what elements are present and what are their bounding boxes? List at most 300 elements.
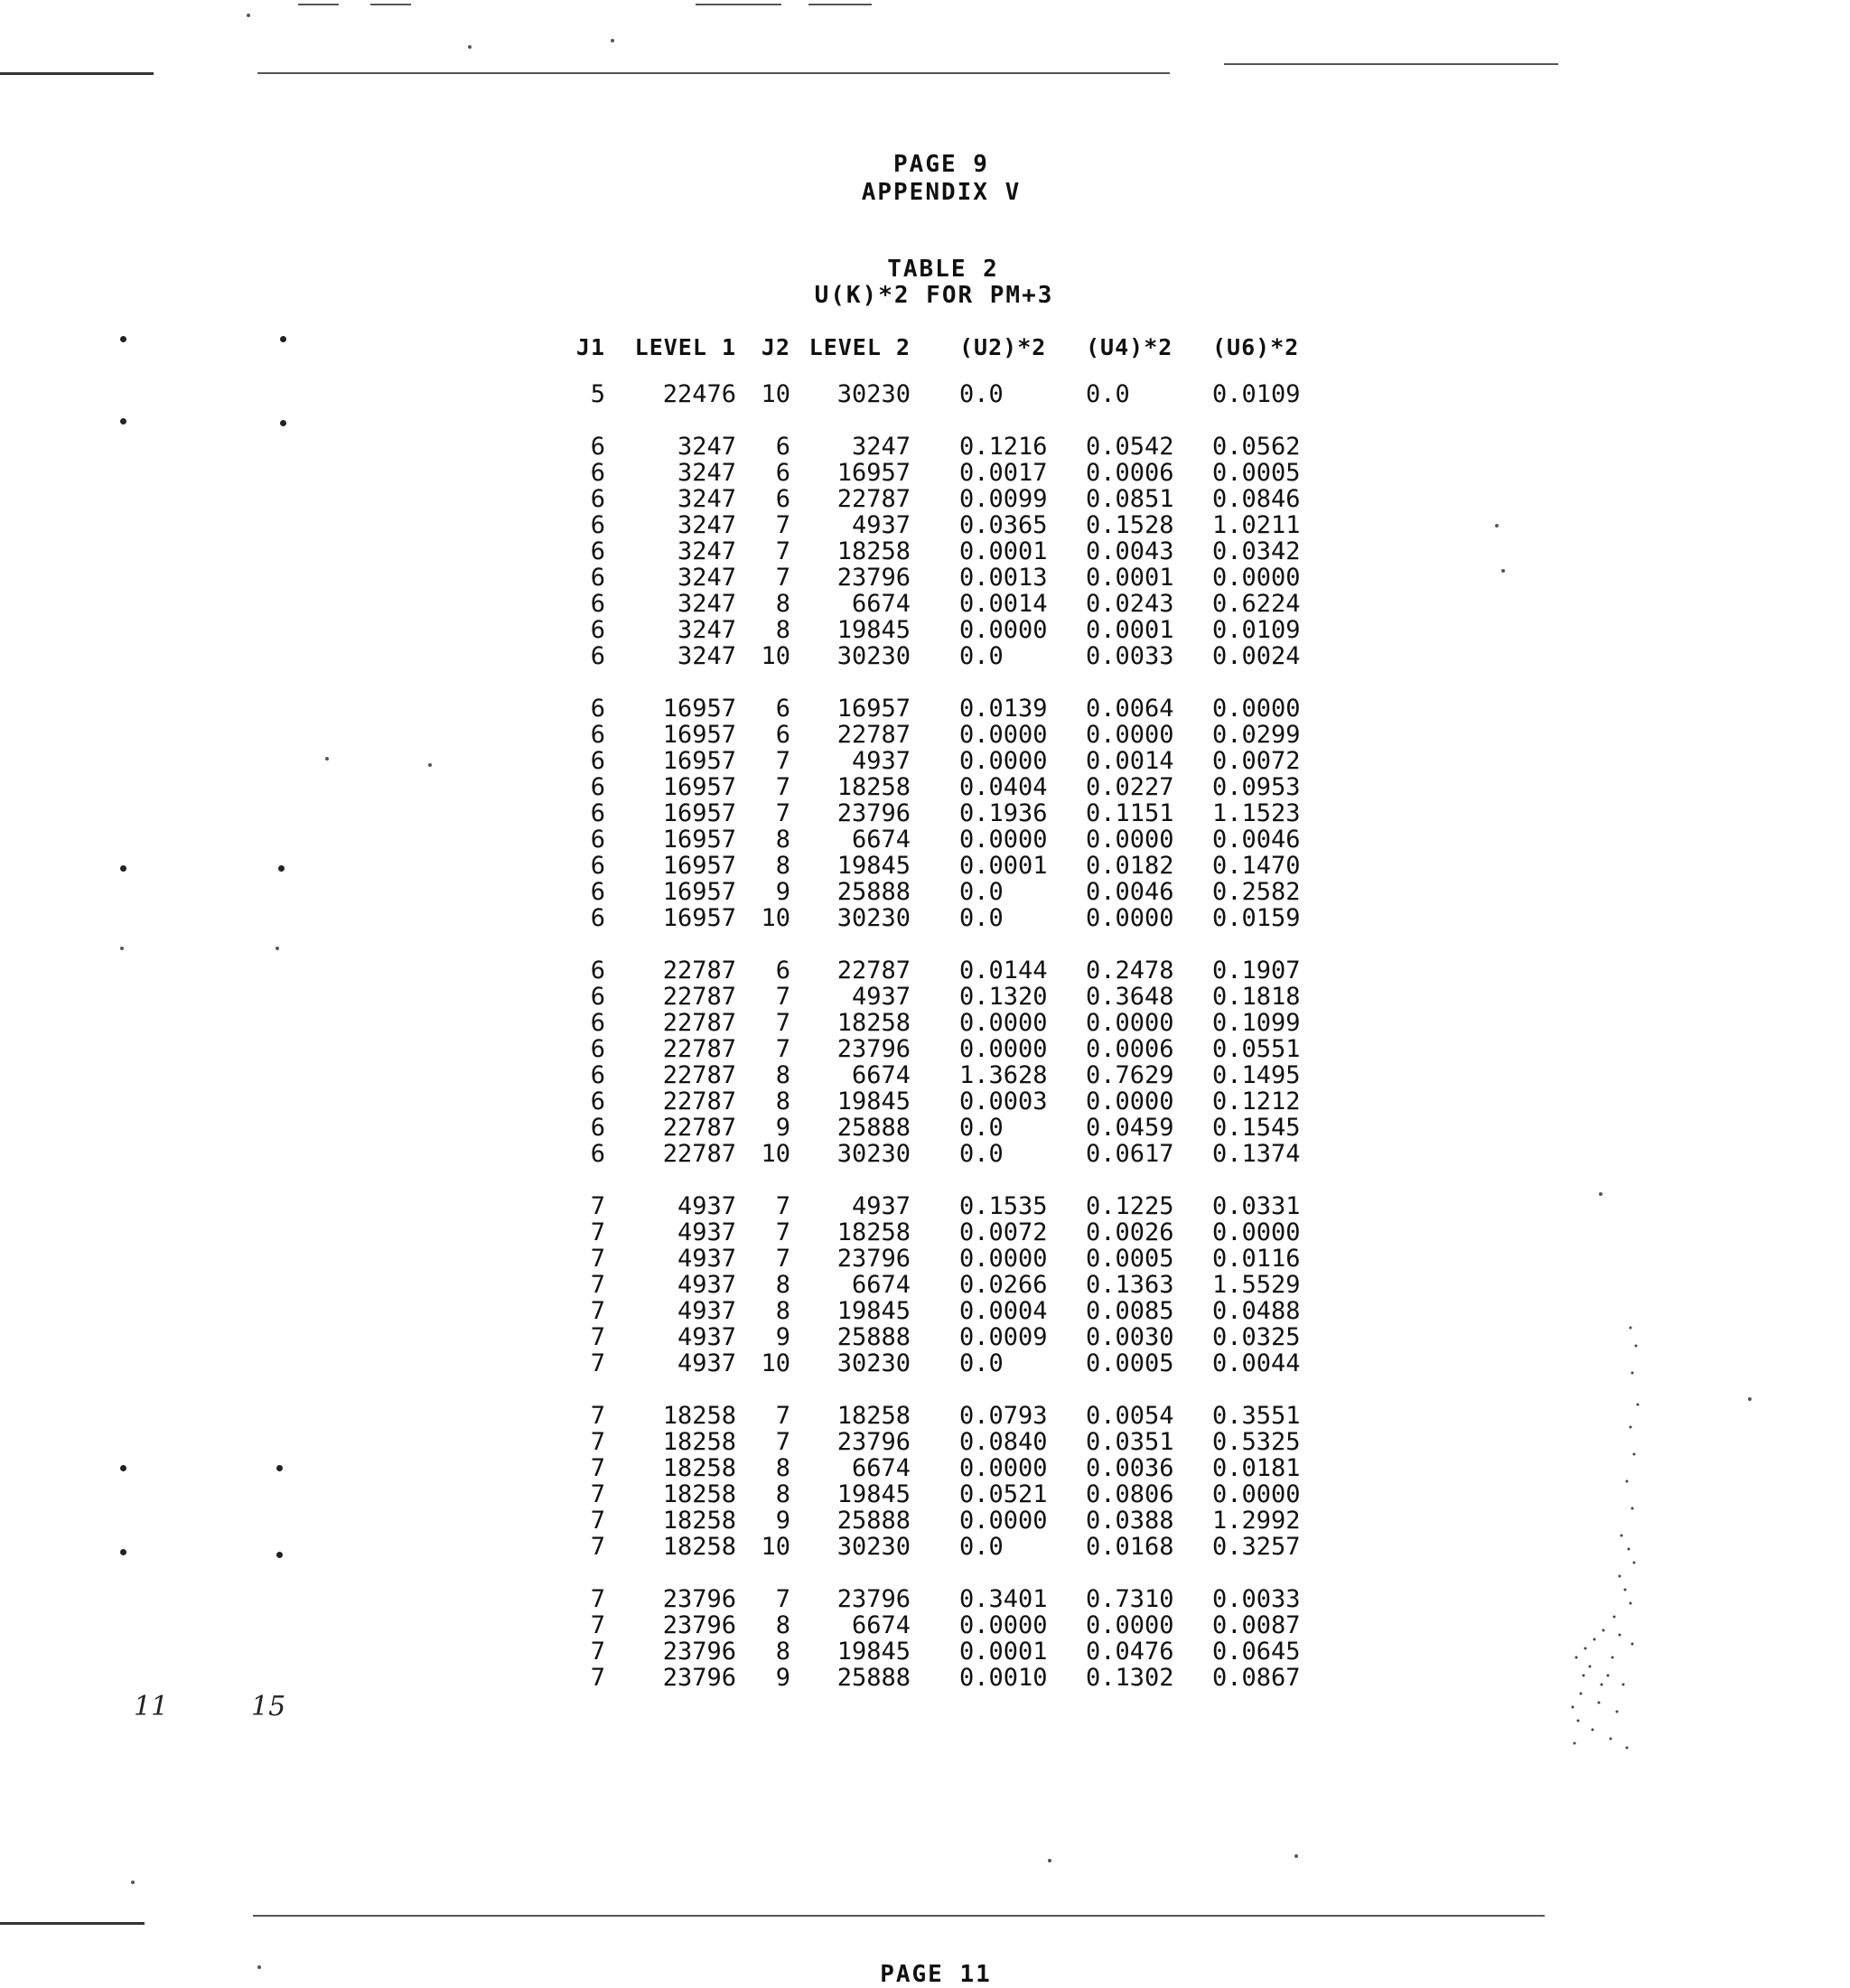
- cell-j2: 6: [775, 721, 790, 749]
- group-spacer-cell: [562, 1377, 1321, 1403]
- cell-j2: 7: [775, 1192, 790, 1220]
- cell-u6: 0.0562: [1212, 433, 1301, 461]
- cell-level-1: 16957: [662, 799, 736, 827]
- top-scan-tick-3: [696, 4, 781, 5]
- cell-u6: 0.1470: [1212, 852, 1301, 880]
- cell-level-2: 19845: [836, 1087, 911, 1115]
- cell-u2: 0.0404: [959, 773, 1048, 801]
- punch-hole-mark: [120, 336, 126, 342]
- cell-u6: 0.0299: [1212, 721, 1301, 749]
- punch-hole-mark: [276, 1552, 283, 1558]
- cell-level-1: 22787: [662, 1061, 736, 1089]
- cell-j2: 6: [775, 957, 790, 985]
- cell-j2: 9: [775, 1507, 790, 1535]
- cell-level-1: 22787: [662, 957, 736, 985]
- page-number: PAGE 9: [893, 151, 989, 178]
- cell-u2: 0.1535: [959, 1192, 1048, 1220]
- cell-level-1: 18258: [662, 1507, 736, 1535]
- cell-level-2: 4937: [851, 983, 911, 1011]
- column-header-level-1: LEVEL 1: [634, 334, 736, 360]
- cell-u2: 0.0014: [959, 590, 1048, 618]
- cell-u6: 0.0846: [1212, 485, 1301, 513]
- cell-j1: 6: [590, 721, 605, 749]
- cell-level-1: 16957: [662, 747, 736, 775]
- margin-handwritten-mark: 11: [134, 1691, 169, 1722]
- cell-u2: 1.3628: [959, 1061, 1048, 1089]
- cell-j2: 7: [775, 983, 790, 1011]
- cell-u2: 0.0001: [959, 852, 1048, 880]
- cell-level-2: 18258: [836, 1402, 911, 1430]
- cell-j1: 7: [590, 1533, 605, 1561]
- cell-level-1: 16957: [662, 904, 736, 932]
- cell-j2: 9: [775, 1114, 790, 1142]
- cell-u4: 0.0000: [1086, 826, 1174, 854]
- column-header-u2: (U2)*2: [959, 334, 1047, 360]
- cell-j1: 6: [590, 826, 605, 854]
- cell-j2: 7: [775, 564, 790, 592]
- cell-u2: 0.0840: [959, 1428, 1048, 1456]
- data-table: [562, 330, 1321, 1691]
- cell-level-2: 6674: [851, 826, 911, 854]
- cell-u6: 1.0211: [1212, 511, 1301, 539]
- cell-u2: 0.0000: [959, 1454, 1048, 1482]
- cell-u2: 0.0139: [959, 695, 1048, 723]
- cell-j2: 7: [775, 1218, 790, 1246]
- table-row: [562, 1612, 1321, 1638]
- cell-u6: 0.0000: [1212, 1218, 1301, 1246]
- cell-u2: 0.0010: [959, 1664, 1048, 1692]
- cell-u6: 0.0488: [1212, 1297, 1301, 1325]
- cell-j2: 8: [775, 1297, 790, 1325]
- cell-u4: 0.0000: [1086, 904, 1174, 932]
- cell-u2: 0.0000: [959, 1611, 1048, 1639]
- cell-level-2: 30230: [836, 380, 911, 408]
- cell-u2: 0.0: [959, 904, 1004, 932]
- scan-speck: [120, 947, 124, 950]
- cell-u6: 0.3257: [1212, 1533, 1301, 1561]
- bottom-scan-rule: [253, 1915, 1545, 1917]
- group-spacer: [562, 931, 1321, 957]
- cell-level-2: 4937: [851, 1192, 911, 1220]
- cell-level-1: 4937: [677, 1271, 736, 1299]
- cell-j1: 7: [590, 1245, 605, 1273]
- cell-u6: 0.5325: [1212, 1428, 1301, 1456]
- cell-j2: 7: [775, 1402, 790, 1430]
- cell-j1: 7: [590, 1454, 605, 1482]
- scan-speck: [247, 14, 250, 17]
- cell-level-1: 22787: [662, 1140, 736, 1168]
- cell-level-1: 3247: [677, 564, 736, 592]
- top-scan-tick-2: [370, 4, 411, 5]
- cell-u4: 0.0000: [1086, 1087, 1174, 1115]
- cell-level-2: 18258: [836, 773, 911, 801]
- scan-speck: [1748, 1397, 1752, 1401]
- cell-j1: 6: [590, 773, 605, 801]
- cell-u2: 0.1936: [959, 799, 1048, 827]
- margin-handwritten-mark: 15: [251, 1691, 286, 1722]
- scan-speck: [428, 763, 432, 767]
- cell-level-2: 19845: [836, 852, 911, 880]
- cell-level-1: 3247: [677, 511, 736, 539]
- cell-level-1: 18258: [662, 1428, 736, 1456]
- cell-u2: 0.3401: [959, 1585, 1048, 1613]
- cell-u4: 0.0085: [1086, 1297, 1174, 1325]
- cell-level-2: 30230: [836, 904, 911, 932]
- table-row: [562, 1507, 1321, 1534]
- cell-level-1: 4937: [677, 1297, 736, 1325]
- cell-u6: 0.0005: [1212, 459, 1301, 487]
- cell-u6: 0.0000: [1212, 564, 1301, 592]
- cell-level-2: 19845: [836, 1480, 911, 1508]
- table-row: [562, 1246, 1321, 1272]
- cell-u2: 0.1320: [959, 983, 1048, 1011]
- cell-level-1: 4937: [677, 1323, 736, 1351]
- table-row: [562, 957, 1321, 984]
- punch-hole-mark: [280, 336, 286, 342]
- cell-u4: 0.0000: [1086, 1009, 1174, 1037]
- cell-j1: 6: [590, 1114, 605, 1142]
- cell-level-2: 23796: [836, 1035, 911, 1063]
- cell-u6: 0.0033: [1212, 1585, 1301, 1613]
- cell-u2: 0.0001: [959, 1638, 1048, 1666]
- cell-u2: 0.0365: [959, 511, 1048, 539]
- cell-level-1: 23796: [662, 1638, 736, 1666]
- group-spacer-cell: [562, 669, 1321, 695]
- cell-level-1: 18258: [662, 1402, 736, 1430]
- cell-level-1: 3247: [677, 590, 736, 618]
- cell-level-1: 3247: [677, 616, 736, 644]
- table-row: [562, 434, 1321, 460]
- cell-j2: 7: [775, 1035, 790, 1063]
- table-row: [562, 565, 1321, 591]
- cell-j1: 7: [590, 1428, 605, 1456]
- table-body: [562, 381, 1321, 1691]
- cell-level-2: 25888: [836, 1507, 911, 1535]
- cell-u4: 0.0026: [1086, 1218, 1174, 1246]
- cell-u2: 0.0013: [959, 564, 1048, 592]
- cell-u2: 0.0004: [959, 1297, 1048, 1325]
- table-row: [562, 905, 1321, 931]
- cell-level-1: 16957: [662, 826, 736, 854]
- cell-j2: 10: [761, 1349, 790, 1377]
- cell-u4: 0.0030: [1086, 1323, 1174, 1351]
- cell-u6: 0.1545: [1212, 1114, 1301, 1142]
- cell-j2: 8: [775, 1271, 790, 1299]
- cell-u2: 0.0: [959, 1140, 1004, 1168]
- cell-level-2: 23796: [836, 1245, 911, 1273]
- cell-level-2: 23796: [836, 1428, 911, 1456]
- cell-j1: 7: [590, 1192, 605, 1220]
- cell-u6: 0.0000: [1212, 695, 1301, 723]
- cell-j2: 7: [775, 1245, 790, 1273]
- cell-u6: 0.1374: [1212, 1140, 1301, 1168]
- cell-u6: 0.1495: [1212, 1061, 1301, 1089]
- cell-u4: 0.0001: [1086, 616, 1174, 644]
- cell-u4: 0.3648: [1086, 983, 1174, 1011]
- cell-u4: 0.0014: [1086, 747, 1174, 775]
- group-spacer-cell: [562, 931, 1321, 957]
- cell-j1: 6: [590, 537, 605, 565]
- group-spacer-cell: [562, 1560, 1321, 1586]
- cell-j1: 6: [590, 747, 605, 775]
- cell-j1: 6: [590, 957, 605, 985]
- cell-u4: 0.7629: [1086, 1061, 1174, 1089]
- table-row: [562, 1534, 1321, 1560]
- cell-u6: 0.0181: [1212, 1454, 1301, 1482]
- cell-u4: 0.0005: [1086, 1245, 1174, 1273]
- cell-level-2: 25888: [836, 878, 911, 906]
- scan-speck: [131, 1881, 135, 1884]
- cell-u6: 0.2582: [1212, 878, 1301, 906]
- cell-j2: 8: [775, 1454, 790, 1482]
- cell-level-2: 23796: [836, 564, 911, 592]
- cell-u4: 0.0046: [1086, 878, 1174, 906]
- group-spacer-cell: [562, 1167, 1321, 1193]
- table-row: [562, 826, 1321, 853]
- top-scan-rule-right: [1224, 63, 1558, 65]
- cell-u4: 0.0227: [1086, 773, 1174, 801]
- cell-u2: 0.0: [959, 642, 1004, 670]
- cell-j1: 6: [590, 433, 605, 461]
- cell-level-2: 30230: [836, 1140, 911, 1168]
- punch-hole-mark: [280, 420, 286, 426]
- cell-level-1: 3247: [677, 459, 736, 487]
- cell-level-1: 4937: [677, 1349, 736, 1377]
- table-row: [562, 853, 1321, 879]
- cell-level-2: 30230: [836, 1533, 911, 1561]
- cell-u4: 0.1363: [1086, 1271, 1174, 1299]
- table-row: [562, 1010, 1321, 1036]
- cell-u6: 0.1212: [1212, 1087, 1301, 1115]
- cell-level-1: 16957: [662, 721, 736, 749]
- cell-level-1: 18258: [662, 1480, 736, 1508]
- table-row: [562, 1062, 1321, 1088]
- cell-j1: 6: [590, 878, 605, 906]
- cell-u6: 0.0551: [1212, 1035, 1301, 1063]
- cell-j2: 9: [775, 878, 790, 906]
- cell-j1: 6: [590, 852, 605, 880]
- cell-j2: 7: [775, 1585, 790, 1613]
- table-row: [562, 1088, 1321, 1115]
- scan-speck: [325, 757, 329, 761]
- cell-u6: 0.6224: [1212, 590, 1301, 618]
- table-row: [562, 1115, 1321, 1141]
- group-spacer: [562, 1377, 1321, 1403]
- cell-j2: 8: [775, 1087, 790, 1115]
- cell-u4: 0.0617: [1086, 1140, 1174, 1168]
- cell-level-2: 22787: [836, 721, 911, 749]
- cell-u4: 0.0036: [1086, 1454, 1174, 1482]
- group-spacer: [562, 407, 1321, 434]
- cell-level-2: 4937: [851, 747, 911, 775]
- cell-u6: 0.0159: [1212, 904, 1301, 932]
- cell-u2: 0.0001: [959, 537, 1048, 565]
- cell-j2: 10: [761, 1140, 790, 1168]
- cell-u2: 0.0099: [959, 485, 1048, 513]
- cell-u6: 0.1099: [1212, 1009, 1301, 1037]
- table-header-row: [562, 330, 1321, 381]
- cell-u6: 0.3551: [1212, 1402, 1301, 1430]
- cell-j1: 7: [590, 1349, 605, 1377]
- cell-level-1: 18258: [662, 1533, 736, 1561]
- table-row: [562, 381, 1321, 407]
- column-header-u4: (U4)*2: [1086, 334, 1173, 360]
- cell-u6: 1.1523: [1212, 799, 1301, 827]
- cell-level-1: 4937: [677, 1218, 736, 1246]
- table-row: [562, 1141, 1321, 1167]
- column-header-j1: J1: [575, 334, 605, 360]
- cell-level-2: 6674: [851, 1271, 911, 1299]
- cell-level-2: 4937: [851, 511, 911, 539]
- cell-u4: 0.1225: [1086, 1192, 1174, 1220]
- cell-j1: 6: [590, 511, 605, 539]
- cell-j2: 7: [775, 773, 790, 801]
- cell-j1: 6: [590, 590, 605, 618]
- column-header-u6: (U6)*2: [1212, 334, 1300, 360]
- table-title: TABLE 2: [887, 256, 999, 283]
- cell-u4: 0.0542: [1086, 433, 1174, 461]
- cell-level-2: 19845: [836, 616, 911, 644]
- cell-u4: 0.0351: [1086, 1428, 1174, 1456]
- cell-u2: 0.0144: [959, 957, 1048, 985]
- cell-u2: 0.0793: [959, 1402, 1048, 1430]
- cell-j2: 7: [775, 511, 790, 539]
- cell-u4: 0.0005: [1086, 1349, 1174, 1377]
- cell-u2: 0.0: [959, 380, 1004, 408]
- cell-level-2: 19845: [836, 1297, 911, 1325]
- cell-level-1: 23796: [662, 1611, 736, 1639]
- table-row: [562, 1429, 1321, 1455]
- cell-j2: 7: [775, 1428, 790, 1456]
- cell-j1: 7: [590, 1297, 605, 1325]
- cell-u6: 0.0044: [1212, 1349, 1301, 1377]
- cell-j1: 7: [590, 1402, 605, 1430]
- cell-j1: 7: [590, 1323, 605, 1351]
- cell-u4: 0.0000: [1086, 721, 1174, 749]
- top-scan-rule: [257, 72, 1170, 74]
- cell-u4: 0.7310: [1086, 1585, 1174, 1613]
- table-row: [562, 538, 1321, 565]
- group-spacer: [562, 1167, 1321, 1193]
- cell-u2: 0.0: [959, 1533, 1004, 1561]
- cell-j2: 10: [761, 642, 790, 670]
- top-scan-tick-1: [298, 4, 339, 5]
- cell-u4: 0.1528: [1086, 511, 1174, 539]
- column-header-level-2: LEVEL 2: [808, 334, 911, 360]
- punch-hole-mark: [120, 418, 126, 425]
- cell-u2: 0.0009: [959, 1323, 1048, 1351]
- scan-speck: [1495, 524, 1499, 527]
- cell-u4: 0.0243: [1086, 590, 1174, 618]
- cell-j2: 8: [775, 590, 790, 618]
- table-row: [562, 591, 1321, 617]
- cell-j2: 6: [775, 433, 790, 461]
- table-row: [562, 643, 1321, 669]
- cell-level-2: 6674: [851, 590, 911, 618]
- group-spacer-cell: [562, 407, 1321, 434]
- cell-level-2: 22787: [836, 957, 911, 985]
- cell-u6: 0.0109: [1212, 380, 1301, 408]
- punch-hole-mark: [276, 1465, 283, 1471]
- cell-u4: 0.0388: [1086, 1507, 1174, 1535]
- cell-level-1: 16957: [662, 878, 736, 906]
- cell-level-1: 16957: [662, 695, 736, 723]
- cell-level-2: 18258: [836, 1218, 911, 1246]
- cell-level-1: 4937: [677, 1192, 736, 1220]
- group-spacer: [562, 1560, 1321, 1586]
- cell-u2: 0.0000: [959, 1245, 1048, 1273]
- cell-u2: 0.0266: [959, 1271, 1048, 1299]
- scan-speck: [276, 947, 279, 950]
- cell-u6: 0.1818: [1212, 983, 1301, 1011]
- cell-j1: 7: [590, 1507, 605, 1535]
- cell-j2: 7: [775, 1009, 790, 1037]
- cell-level-2: 25888: [836, 1664, 911, 1692]
- cell-u4: 0.0806: [1086, 1480, 1174, 1508]
- scan-speck: [611, 39, 614, 42]
- cell-j1: 6: [590, 1061, 605, 1089]
- cell-j1: 7: [590, 1218, 605, 1246]
- column-header-j2: J2: [761, 334, 790, 360]
- cell-level-2: 6674: [851, 1061, 911, 1089]
- table-row: [562, 1298, 1321, 1324]
- cell-level-2: 25888: [836, 1323, 911, 1351]
- scan-speck: [1599, 1192, 1602, 1196]
- cell-j1: 6: [590, 1009, 605, 1037]
- table-row: [562, 984, 1321, 1010]
- top-scan-tick-4: [808, 4, 872, 5]
- punch-hole-mark: [120, 1549, 126, 1555]
- cell-j1: 6: [590, 485, 605, 513]
- cell-u6: 0.0342: [1212, 537, 1301, 565]
- cell-u6: 0.0087: [1212, 1611, 1301, 1639]
- cell-j1: 5: [590, 380, 605, 408]
- cell-j1: 7: [590, 1611, 605, 1639]
- scan-speck: [1294, 1854, 1298, 1858]
- table-row: [562, 722, 1321, 748]
- scan-speck: [468, 45, 472, 49]
- cell-j2: 8: [775, 1611, 790, 1639]
- cell-j1: 6: [590, 904, 605, 932]
- cell-u6: 0.0116: [1212, 1245, 1301, 1273]
- cell-j1: 6: [590, 642, 605, 670]
- cell-j2: 8: [775, 1480, 790, 1508]
- cell-level-1: 4937: [677, 1245, 736, 1273]
- cell-u2: 0.0000: [959, 1507, 1048, 1535]
- cell-u2: 0.0: [959, 1114, 1004, 1142]
- cell-u2: 0.0521: [959, 1480, 1048, 1508]
- cell-j2: 9: [775, 1664, 790, 1692]
- cell-u4: 0.0006: [1086, 459, 1174, 487]
- table-row: [562, 1638, 1321, 1665]
- cell-j2: 10: [761, 904, 790, 932]
- scan-speck: [1501, 569, 1505, 573]
- cell-level-1: 22787: [662, 1114, 736, 1142]
- table-subtitle: U(K)*2 FOR PM+3: [814, 282, 1054, 309]
- cell-j2: 8: [775, 1638, 790, 1666]
- punch-hole-mark: [120, 865, 126, 872]
- cell-u4: 0.0001: [1086, 564, 1174, 592]
- cell-level-1: 22787: [662, 983, 736, 1011]
- cell-u6: 0.0645: [1212, 1638, 1301, 1666]
- table-row: [562, 1586, 1321, 1612]
- cell-level-2: 23796: [836, 1585, 911, 1613]
- cell-u2: 0.0017: [959, 459, 1048, 487]
- cell-level-2: 19845: [836, 1638, 911, 1666]
- cell-j2: 10: [761, 1533, 790, 1561]
- cell-u4: 0.0851: [1086, 485, 1174, 513]
- appendix-label: APPENDIX V: [861, 179, 1022, 206]
